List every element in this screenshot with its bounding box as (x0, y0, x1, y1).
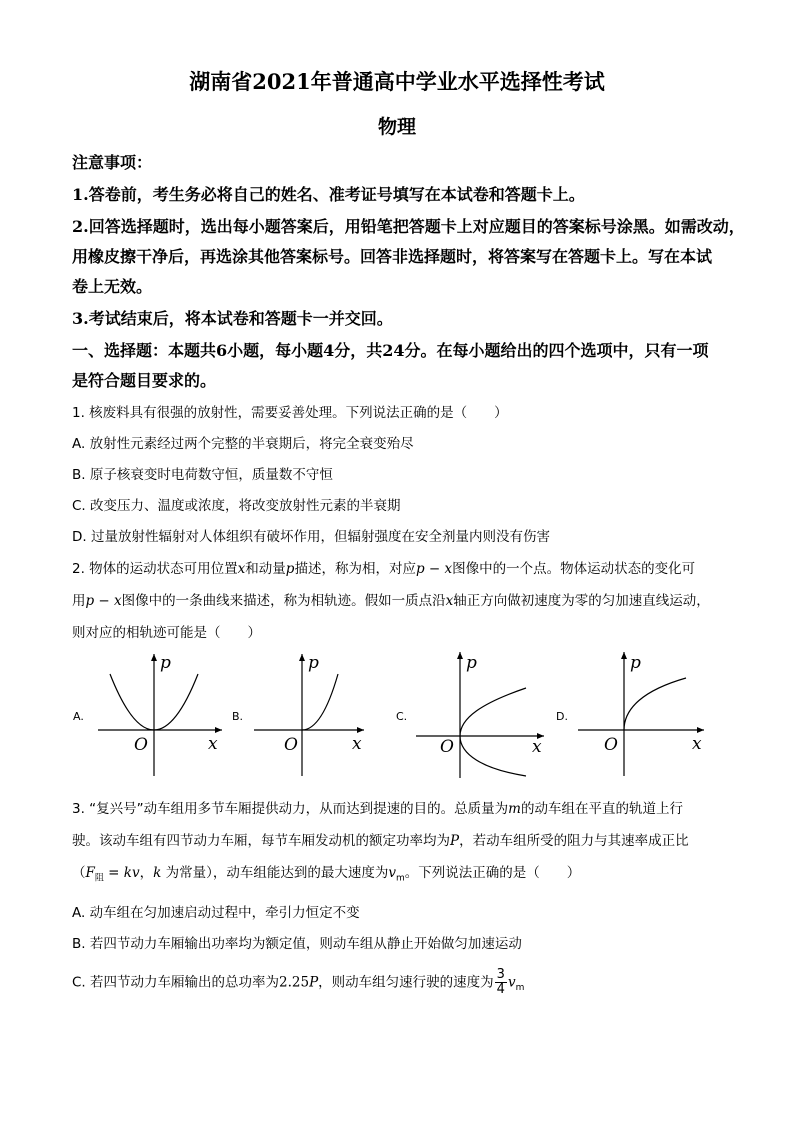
q3-line-2: 驶。该动车组有四节动力车厢，每节车厢发动机的额定功率均为P，若动车组所受的阻力与其速率成正比 (72, 833, 689, 849)
q2-line-1: 2. 物体的运动状态可用位置x和动量p描述，称为相，对应p − x图像中的一个点。物体运动状态的变化可 (72, 561, 696, 577)
q1-option-a: A. 放射性元素经过两个完整的半衰期后，将完全衰变殆尽 (72, 436, 414, 452)
graph-b-axis-x: x (352, 734, 362, 754)
q2-graph-a (90, 648, 230, 778)
math-F: F (85, 865, 95, 881)
notice-item-2-line-3: 卷上无效。 (72, 277, 153, 296)
math-P: P (309, 974, 319, 991)
q1-option-d: D. 过量放射性辐射对人体组织有破坏作用，但辐射强度在安全剂量内则没有伤害 (72, 529, 550, 545)
graph-b-origin: O (284, 735, 298, 755)
fraction-three-quarters: $\frac{3}{4}$ (496, 967, 505, 997)
math-2-25: 2.25 (279, 974, 310, 991)
math-v-subscript: m (515, 983, 525, 994)
q3-option-b: B. 若四节动力车厢输出功率均为额定值，则动车组从静止开始做匀加速运动 (72, 936, 522, 952)
math-p-x: p − x (415, 561, 453, 577)
math-F-subscript: 阻 (94, 873, 104, 884)
q2-option-c-label: C. (396, 710, 408, 723)
math-v: v (507, 974, 516, 991)
math-v: v (388, 865, 396, 881)
graph-d-axis-p: p (630, 653, 641, 673)
graph-d-axis-x: x (692, 734, 702, 754)
q3-line-1: 3. “复兴号”动车组用多节车厢提供动力，从而达到提速的目的。总质量为m的动车组在平直的轨道上行 (72, 801, 683, 817)
q2-line-2: 用p − x图像中的一条曲线来描述，称为相轨迹。假如一质点沿x轴正方向做初速度为零的匀加速直线运动， (72, 593, 710, 609)
exam-title: 湖南省2021年普通高中学业水平选择性考试 (189, 69, 605, 94)
q2-option-d-label: D. (556, 710, 568, 723)
graph-c-axis-x: x (532, 737, 542, 757)
q1-option-b: B. 原子核衰变时电荷数守恒，质量数不守恒 (72, 467, 333, 483)
q2-option-a-label: A. (73, 710, 84, 723)
q2-line-3: 则对应的相轨迹可能是（ ） (72, 625, 261, 641)
math-v-subscript: m (395, 873, 405, 884)
q3-line-3: （$F_阻$ = kv，k 为常量），动车组能达到的最大速度为$v_m$。下列说法正确的是（ ） (72, 865, 581, 884)
math-eq-kv: = kv (103, 865, 140, 881)
graph-c-origin: O (440, 737, 454, 757)
q3-option-a: A. 动车组在匀加速启动过程中，牵引力恒定不变 (72, 905, 360, 921)
q1-option-c: C. 改变压力、温度或浓度，将改变放射性元素的半衰期 (72, 498, 401, 514)
graph-a-origin: O (134, 735, 148, 755)
q1-stem: 1. 核废料具有很强的放射性，需要妥善处理。下列说法正确的是（ ） (72, 405, 508, 421)
section-1-heading-line-1: 一、选择题：本题共6小题，每小题4分，共24分。在每小题给出的四个选项中，只有一项 (72, 341, 709, 360)
q2-graph-b (250, 648, 380, 778)
subject-title: 物理 (377, 116, 416, 138)
math-m: m (508, 801, 521, 817)
math-x: x (445, 593, 454, 609)
section-1-heading-line-2: 是符合题目要求的。 (72, 371, 217, 390)
q2-option-b-label: B. (232, 710, 244, 723)
q2-graph-d (574, 648, 714, 778)
q2-graph-c (412, 648, 552, 780)
graph-a-axis-x: x (208, 734, 218, 754)
graph-b-axis-p: p (308, 653, 319, 673)
math-x: x (237, 561, 246, 577)
notice-item-1: 1.答卷前，考生务必将自己的姓名、准考证号填写在本试卷和答题卡上。 (72, 185, 585, 204)
q3-option-c: C. 若四节动力车厢输出的总功率为2.25P，则动车组匀速行驶的速度为 $\frac{3}{4}$ $v_m$ (72, 967, 525, 997)
math-p: p (285, 561, 295, 577)
math-p-x: p − x (85, 593, 122, 609)
graph-c-axis-p: p (466, 653, 477, 673)
math-k: k (153, 865, 162, 881)
graph-a-axis-p: p (160, 653, 171, 673)
notice-item-2-line-1: 2.回答选择题时，选出每小题答案后，用铅笔把答题卡上对应题目的答案标号涂黑。如需改动， (72, 217, 745, 236)
notice-heading: 注意事项： (72, 153, 153, 172)
graph-d-origin: O (604, 735, 618, 755)
math-P: P (450, 833, 460, 849)
notice-item-3: 3.考试结束后，将本试卷和答题卡一并交回。 (72, 309, 393, 328)
notice-item-2-line-2: 用橡皮擦干净后，再选涂其他答案标号。回答非选择题时，将答案写在答题卡上。写在本试 (72, 247, 713, 266)
